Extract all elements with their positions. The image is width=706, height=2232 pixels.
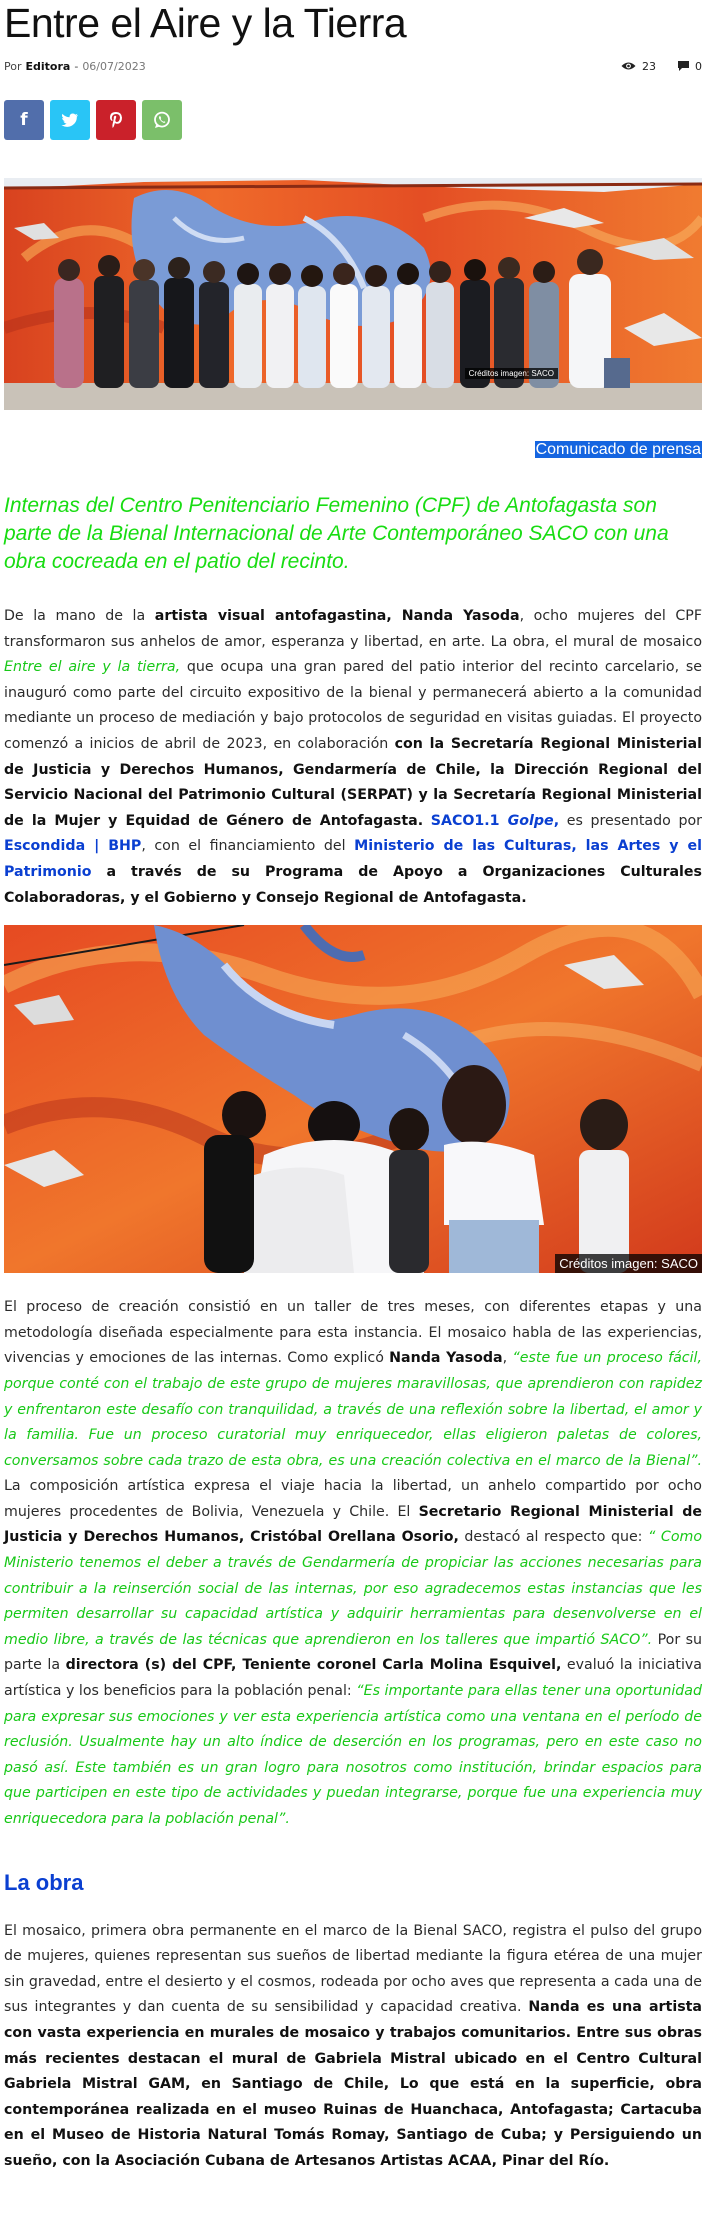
p3-text: El mosaico, primera obra permanente en el marco de la Bienal SACO, registra el pulso del grupo de mujeres, quienes representan sus sueños de libertad mediante la figura etérea de una mujer sin gravedad, entre el desierto y el cosmos, rodeada por ocho aves que representa a cada una de sus integrantes y dan cuenta de su sensibilidad y capacidad creativa. [4, 1922, 702, 2016]
image-credit: Créditos imagen: SACO [555, 1254, 702, 1273]
press-release-label: Comunicado de prensa [535, 441, 701, 458]
article-title: Entre el Aire y la Tierra [4, 0, 407, 46]
views-count: 23 [642, 59, 656, 73]
comments-counter[interactable] [678, 60, 702, 73]
p1-work-title: Entre el aire y la tierra, [4, 659, 181, 676]
share-buttons [4, 100, 702, 140]
twitter-share-button[interactable] [50, 100, 90, 140]
p1-bold-artist: artista visual antofagastina, Nanda Yasoda [154, 608, 520, 624]
paragraph-1 [4, 604, 702, 911]
comment-icon [678, 61, 689, 71]
twitter-icon [61, 113, 79, 128]
p2-bold-director: directora (s) del CPF, Teniente coronel Carla Molina Esquivel, [65, 1657, 562, 1674]
views-counter [621, 60, 656, 73]
meta-separator: - [74, 59, 79, 73]
p2-text: destacó al respecto que: [458, 1529, 649, 1546]
pinterest-icon [108, 111, 124, 129]
ministerio-link[interactable]: Ministerio de las Culturas, las Artes y el Patrimonio [4, 838, 702, 880]
featured-image [4, 178, 702, 410]
escondida-link[interactable]: Escondida | BHP [4, 838, 142, 855]
publish-date: 06/07/2023 [82, 59, 146, 73]
eye-icon [621, 61, 636, 71]
p2-bold-artist: Nanda Yasoda [389, 1350, 503, 1367]
whatsapp-icon [153, 111, 171, 129]
p2-text: El proceso de creación consistió en un taller de tres meses, con diferentes etapas y una metodología diseñada especialmente para esta instancia. El mosaico habla de las experiencias, vivencias y emociones de las internas. Como explicó [4, 1299, 702, 1367]
p1-bold-program: a través de su Programa de Apoyo a Organizaciones Culturales Colaboradoras, y el Gobierno y Consejo Regional de Antofagasta. [4, 863, 702, 906]
mural-image [4, 925, 702, 1273]
saco-link[interactable] [431, 813, 559, 829]
p2-quote-seremi: “ Como Ministerio tenemos el deber a través de Gendarmería de propiciar las acciones necesarias para contribuir a la reinserción social de las internas, por eso agradecemos estas instancias que les permiten desarrollar su capacidad artística y adquirir herramientas para desenvolverse en el medio libre, a través de las técnicas que aprendieron en los talleres que impartió SACO”. [4, 1529, 702, 1648]
golpe-text: Golpe [507, 812, 554, 829]
p2-bold-seremi: Secretario Regional Ministerial de Justicia y Derechos Humanos, Cristóbal Orellana Osorio, [4, 1503, 702, 1546]
p1-text: que ocupa una gran pared del patio interior del recinto carcelario, se inauguró como parte del circuito expositivo de la bienal y permanecerá abierto a la comunidad mediante un proceso de mediación y bajo protocolos de seguridad en visitas guiadas. El proyecto comenzó a inicios de abril de 2023, en colaboración [4, 659, 702, 752]
article-lead: Internas del Centro Penitenciario Femenino (CPF) de Antofagasta son parte de la Bienal Internacional de Arte Contemporáneo SACO con una obra cocreada en el patio del recinto. [4, 494, 669, 573]
saco-link-text: SACO1.1 [430, 812, 508, 829]
p1-bold-partners: con la Secretaría Regional Ministerial de Justicia y Derechos Humanos, Gendarmería de Chile, la Dirección Regional del Servicio Nacional del Patrimonio Cultural (SERPAT) y la Secretaría Regional Ministerial de la Mujer y Equidad de Género de Antofagasta. [4, 735, 702, 829]
p2-text: Por su parte la [4, 1631, 702, 1674]
author-link[interactable]: Editora [25, 59, 71, 73]
p2-quote-artist: “este fue un proceso fácil, porque conté con el trabajo de este grupo de mujeres maravillosas, que aprendieron con rapidez y enfrentaron este desafío con tranquilidad, a través de una reflexión sobre la libertad, el amor y la familia. Fue un proceso curatorial muy enriquecedor, ellas eligieron paletas de colores, conversamos sobre cada trazo de esta obra, es una creación colectiva en el marco de la Bienal”. [4, 1350, 702, 1469]
section-heading: La obra [4, 1869, 84, 1895]
facebook-share-button[interactable] [4, 100, 44, 140]
pinterest-share-button[interactable] [96, 100, 136, 140]
image-credit: Créditos imagen: SACO [465, 368, 558, 379]
p1-text: , ocho mujeres del CPF transformaron sus anhelos de amor, esperanza y libertad, en arte. La obra, el mural de mosaico [4, 608, 702, 650]
paragraph-3 [4, 1919, 702, 2175]
p1-text: es presentado por [559, 812, 702, 829]
p2-text: La composición artística expresa el viaje hacia la libertad, un anhelo compartido por ocho mujeres procedentes de Bolivia, Venezuela y Chile. El [4, 1478, 702, 1520]
p2-quote-director: “Es importante para ellas tener una oportunidad para expresar sus emociones y ver esta experiencia artística como una ventana en el período de reclusión. Usualmente hay un alto índice de deserción en los programas, pero en este caso no pasó así. Este también es un gran logro para nosotros como institución, brindar espacios para que participen en este tipo de actividades y puedan integrarse, porque fue una experiencia muy enriquecedora para la población penal”. [4, 1683, 702, 1827]
by-label: Por [4, 59, 22, 73]
whatsapp-share-button[interactable] [142, 100, 182, 140]
comments-count: 0 [695, 59, 702, 73]
facebook-icon: f [20, 110, 28, 130]
p3-bold-artist-bio: Nanda es una artista con vasta experiencia en murales de mosaico y trabajos comunitarios. Entre sus obras más recientes destacan el mural de Gabriela Mistral ubicado en el Centro Cultural Gabriela Mistral GAM, en Santiago de Chile, Lo que está en la superficie, obra contemporánea realizada en el museo Ruinas de Huanchaca, Antofagasta; Cartacuba en el Museo de Historia Natural Tomás Romay, Santiago de Cuba; y Persiguiendo un sueño, con la Asociación Cubana de Artesanos Artistas ACAA, Pinar del Río. [4, 1999, 702, 2169]
p1-text: , con el financiamiento del [141, 838, 355, 855]
paragraph-2 [4, 1295, 702, 1832]
p2-text: , [502, 1350, 513, 1367]
press-release-tag [4, 439, 702, 459]
saco-comma: , [553, 812, 560, 829]
p1-text: De la mano de la [4, 608, 155, 624]
p2-text: evaluó la iniciativa artística y los beneficios para la población penal: [4, 1657, 702, 1700]
article-meta [4, 56, 702, 76]
